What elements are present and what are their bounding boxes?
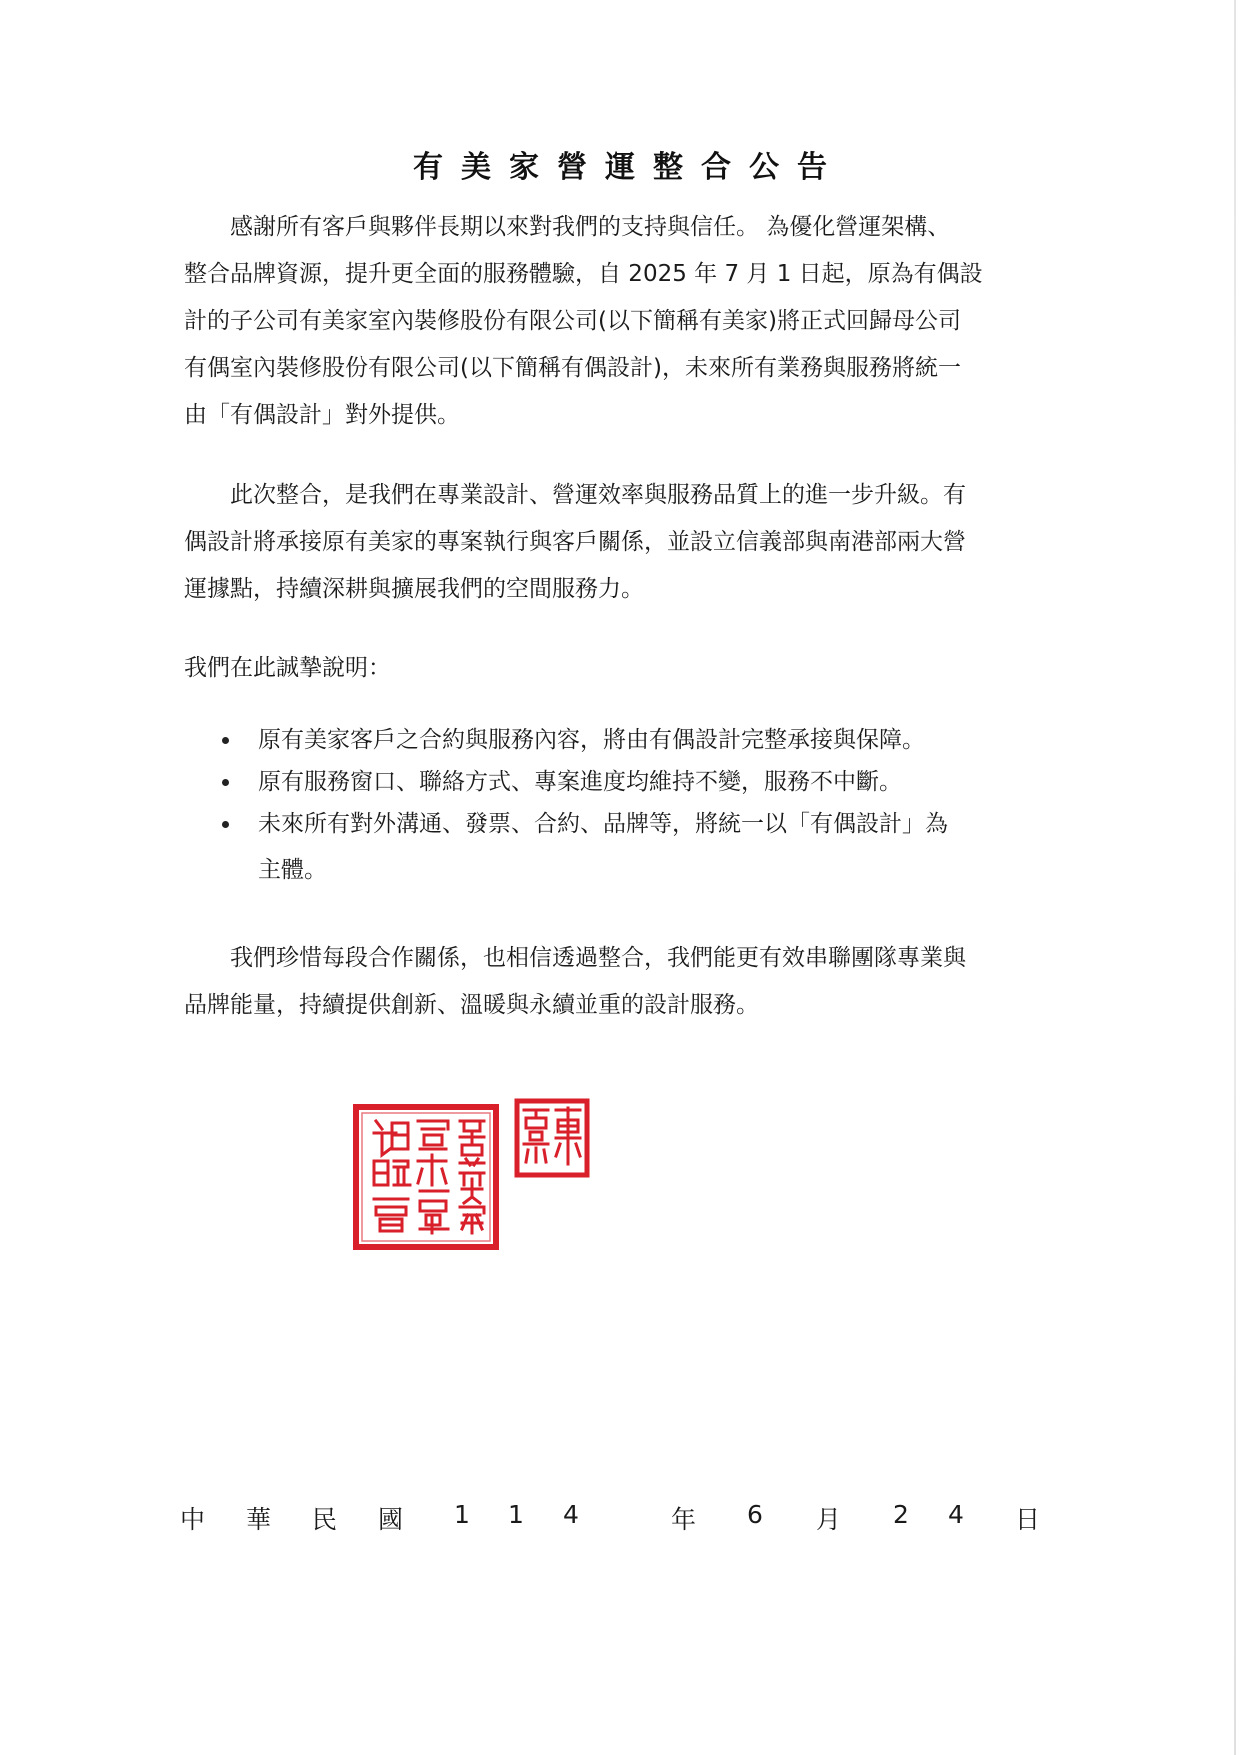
paragraph-line: 品牌能量，持續提供創新、溫暖與永續並重的設計服務。 xyxy=(184,992,759,1018)
bullet-dot-icon xyxy=(222,821,229,828)
paragraph-line: 有偶室內裝修股份有限公司(以下簡稱有偶設計)，未來所有業務與服務將統一 xyxy=(184,355,961,381)
date-char: 6 xyxy=(747,1500,763,1529)
date-char: 4 xyxy=(563,1500,579,1529)
list-item-text: 未來所有對外溝通、發票、合約、品牌等，將統一以「有偶設計」為 xyxy=(258,811,948,837)
paragraph-line: 運據點，持續深耕與擴展我們的空間服務力。 xyxy=(184,576,644,602)
list-item xyxy=(216,761,1036,803)
date-char: 華 xyxy=(246,1505,272,1534)
list-item xyxy=(216,719,1036,761)
paragraph-line: 感謝所有客戶與夥伴長期以來對我們的支持與信任。 為優化營運架構、 xyxy=(230,214,951,240)
date-char: 國 xyxy=(378,1505,404,1534)
paragraph-intro xyxy=(184,204,1030,439)
date-line xyxy=(180,1500,1040,1540)
paragraph-line: 整合品牌資源，提升更全面的服務體驗，自 2025 年 7 月 1 日起，原為有偶設 xyxy=(184,261,983,287)
intro-statement xyxy=(184,645,1030,692)
company-seal-stamp xyxy=(352,1103,500,1251)
paragraph-closing xyxy=(184,935,1030,1029)
bullet-dot-icon xyxy=(222,779,229,786)
bullet-dot-icon xyxy=(222,737,229,744)
paragraph-line: 我們珍惜每段合作關係，也相信透過整合，我們能更有效串聯團隊專業與 xyxy=(230,945,966,971)
paragraph-line: 偶設計將承接原有美家的專案執行與客戶關係，並設立信義部與南港部兩大營 xyxy=(184,529,966,555)
list-item xyxy=(216,803,1036,891)
date-char: 中 xyxy=(180,1505,206,1534)
date-char: 1 xyxy=(454,1500,470,1529)
date-char: 民 xyxy=(312,1505,338,1534)
paragraph-line: 計的子公司有美家室內裝修股份有限公司(以下簡稱有美家)將正式回歸母公司 xyxy=(184,308,961,334)
paragraph-line: 此次整合，是我們在專業設計、營運效率與服務品質上的進一步升級。有 xyxy=(230,482,966,508)
document-title: 有美家營運整合公告 xyxy=(413,150,845,185)
date-char: 月 xyxy=(816,1505,842,1534)
page-edge xyxy=(1234,0,1236,1755)
date-char: 日 xyxy=(1015,1505,1041,1534)
personal-seal-stamp xyxy=(514,1098,590,1178)
list-item-text: 原有服務窗口、聯絡方式、專案進度均維持不變，服務不中斷。 xyxy=(258,769,902,795)
date-char: 4 xyxy=(948,1500,964,1529)
date-char: 年 xyxy=(671,1505,697,1534)
bullet-list xyxy=(216,719,1036,891)
date-char: 2 xyxy=(893,1500,909,1529)
date-char: 1 xyxy=(508,1500,524,1529)
paragraph-line: 由「有偶設計」對外提供。 xyxy=(184,402,460,428)
paragraph-integration xyxy=(184,472,1030,613)
list-item-text: 主體。 xyxy=(258,857,327,883)
list-item-text: 原有美家客戶之合約與服務內容，將由有偶設計完整承接與保障。 xyxy=(258,727,925,753)
intro-line: 我們在此誠摯說明： xyxy=(184,655,391,681)
